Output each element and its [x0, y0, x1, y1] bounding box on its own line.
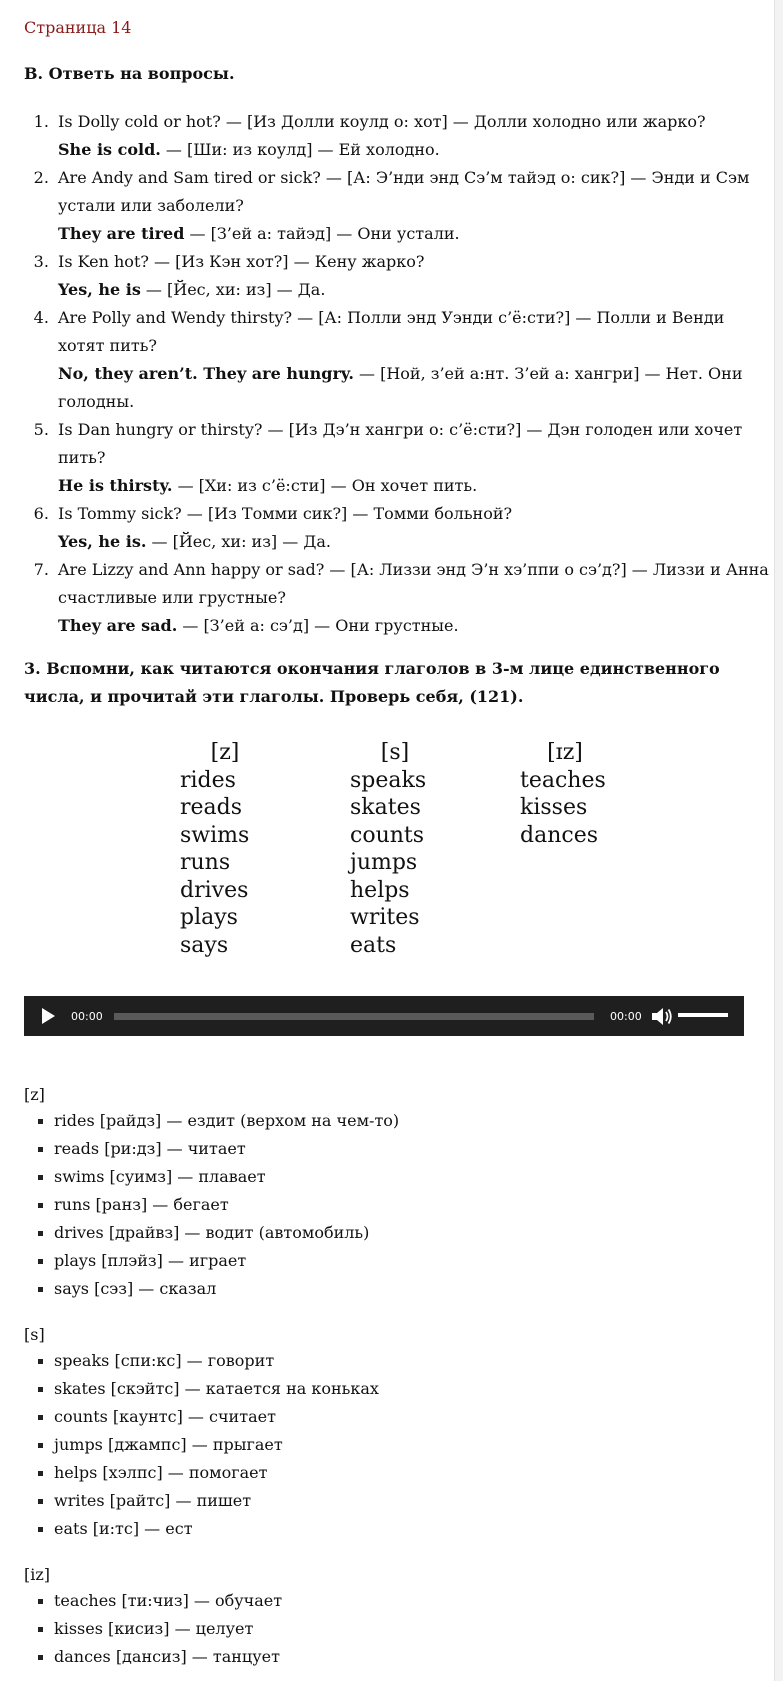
verb-word: counts — [350, 822, 425, 848]
list-item: reads [ри:дз] — читает — [54, 1135, 399, 1163]
list-item: eats [и:тс] — ест — [54, 1515, 379, 1543]
verb-word: eats — [350, 932, 397, 958]
answer-text: — [З’ей а: сэ’д] — Они грустные. — [177, 616, 459, 635]
answer-text: — [Йес, хи: из] — Да. — [146, 532, 331, 551]
answer-text: — [З’ей а: тайэд] — Они устали. — [184, 224, 460, 243]
answer-bold: They are sad. — [58, 616, 178, 635]
verb-word: swims — [180, 822, 250, 848]
list-iz — [24, 1587, 282, 1671]
verb-word: dances — [520, 822, 598, 848]
list-item: says [сэз] — сказал — [54, 1275, 399, 1303]
group-title-z: [z] — [24, 1085, 45, 1104]
verb-word: writes — [350, 905, 420, 930]
list-item: writes [райтс] — пишет — [54, 1487, 379, 1515]
questions-list — [24, 108, 774, 640]
list-item: drives [драйвз] — водит (автомобиль) — [54, 1219, 399, 1247]
question-item — [54, 304, 774, 416]
list-item: counts [каунтс] — считает — [54, 1403, 379, 1431]
list-item: runs [ранз] — бегает — [54, 1191, 399, 1219]
verb-word: reads — [180, 795, 243, 820]
column-s — [350, 739, 520, 959]
verb-word: runs — [180, 850, 231, 875]
verb-word: kisses — [520, 795, 588, 820]
list-item: swims [суимз] — плавает — [54, 1163, 399, 1191]
list-s — [24, 1347, 379, 1543]
question-text: Are Lizzy and Ann happy or sad? — [А: Лиззи энд Э’н хэ’ппи о сэ’д?] — Лиззи и Анна счастливые или грустные? — [58, 560, 769, 607]
verb-word: helps — [350, 877, 410, 903]
verb-word: skates — [350, 795, 421, 820]
column-header: [z] — [210, 740, 240, 765]
question-item — [54, 108, 774, 164]
list-item: helps [хэлпс] — помогает — [54, 1459, 379, 1487]
column-header: [ɪz] — [547, 740, 583, 765]
section-3-heading: 3. Вспомни, как читаются окончания глаголов в 3-м лице единственного числа, и прочитай эти глаголы. Проверь себя, (121). — [24, 659, 720, 706]
verb-word: plays — [180, 905, 238, 930]
question-text: Is Dan hungry or thirsty? — [Из Дэ’н хангри о: с’ё:сти?] — Дэн голоден или хочет пить? — [58, 420, 743, 467]
list-item: plays [плэйз] — играет — [54, 1247, 399, 1275]
list-item: dances [дансиз] — танцует — [54, 1643, 282, 1671]
list-item: jumps [джампс] — прыгает — [54, 1431, 379, 1459]
answer-text: — [Ной, з’ей а:нт. З’ей а: хангри] — Нет. Они голодны. — [58, 364, 743, 411]
answer-bold: She is cold. — [58, 140, 161, 159]
verb-word: speaks — [350, 767, 427, 793]
question-item — [54, 164, 774, 248]
duration-time: 00:00 — [610, 1010, 642, 1023]
page-right-edge — [774, 0, 783, 1681]
question-text: Is Dolly cold or hot? — [Из Долли коулд о: хот] — Долли холодно или жарко? — [58, 112, 706, 131]
volume-slider[interactable] — [678, 1013, 728, 1017]
group-title-s: [s] — [24, 1325, 45, 1344]
answer-text: — [Йес, хи: из] — Да. — [140, 280, 326, 299]
answer-bold: They are tired — [58, 224, 185, 243]
group-title-iz: [iz] — [24, 1565, 51, 1584]
answer-bold: No, they aren’t. They are hungry. — [58, 364, 354, 383]
answer-text: — [Ши: из коулд] — Ей холодно. — [160, 140, 440, 159]
list-item: skates [скэйтс] — катается на коньках — [54, 1375, 379, 1403]
list-z — [24, 1107, 399, 1303]
verb-word: teaches — [520, 767, 606, 793]
answer-bold: He is thirsty. — [58, 476, 173, 495]
page-title: Страница 14 — [24, 18, 132, 37]
question-text: Are Polly and Wendy thirsty? — [А: Полли энд Уэнди с’ё:сти?] — Полли и Венди хотят пить? — [58, 308, 725, 355]
list-item: kisses [кисиз] — целует — [54, 1615, 282, 1643]
question-item — [54, 248, 774, 304]
list-item: speaks [спи:кс] — говорит — [54, 1347, 379, 1375]
verb-word: says — [180, 932, 229, 958]
verb-word: drives — [180, 877, 249, 903]
answer-text: — [Хи: из с’ё:сти] — Он хочет пить. — [172, 476, 478, 495]
seek-bar[interactable] — [114, 1013, 594, 1020]
question-text: Are Andy and Sam tired or sick? — [А: Э’нди энд Сэ’м тайэд о: сик?] — Энди и Сэм устали или заболели? — [58, 168, 750, 215]
verb-word: rides — [180, 767, 236, 793]
column-z — [180, 739, 350, 959]
verb-word: jumps — [350, 850, 418, 875]
column-header: [s] — [380, 740, 410, 765]
answer-bold: Yes, he is. — [58, 532, 147, 551]
answer-bold: Yes, he is — [58, 280, 141, 299]
question-item — [54, 500, 774, 556]
volume-icon[interactable] — [651, 1008, 673, 1025]
play-icon[interactable] — [42, 1008, 55, 1024]
question-item — [54, 556, 774, 640]
section-b-heading: B. Ответь на вопросы. — [24, 64, 235, 83]
question-text: Is Tommy sick? — [Из Томми сик?] — Томми больной? — [58, 504, 513, 523]
current-time: 00:00 — [71, 1010, 103, 1023]
column-iz — [520, 739, 690, 849]
question-text: Is Ken hot? — [Из Кэн хот?] — Кену жарко? — [58, 252, 425, 271]
list-item: rides [райдз] — ездит (верхом на чем-то) — [54, 1107, 399, 1135]
question-item — [54, 416, 774, 500]
audio-player — [24, 996, 744, 1036]
list-item: teaches [ти:чиз] — обучает — [54, 1587, 282, 1615]
